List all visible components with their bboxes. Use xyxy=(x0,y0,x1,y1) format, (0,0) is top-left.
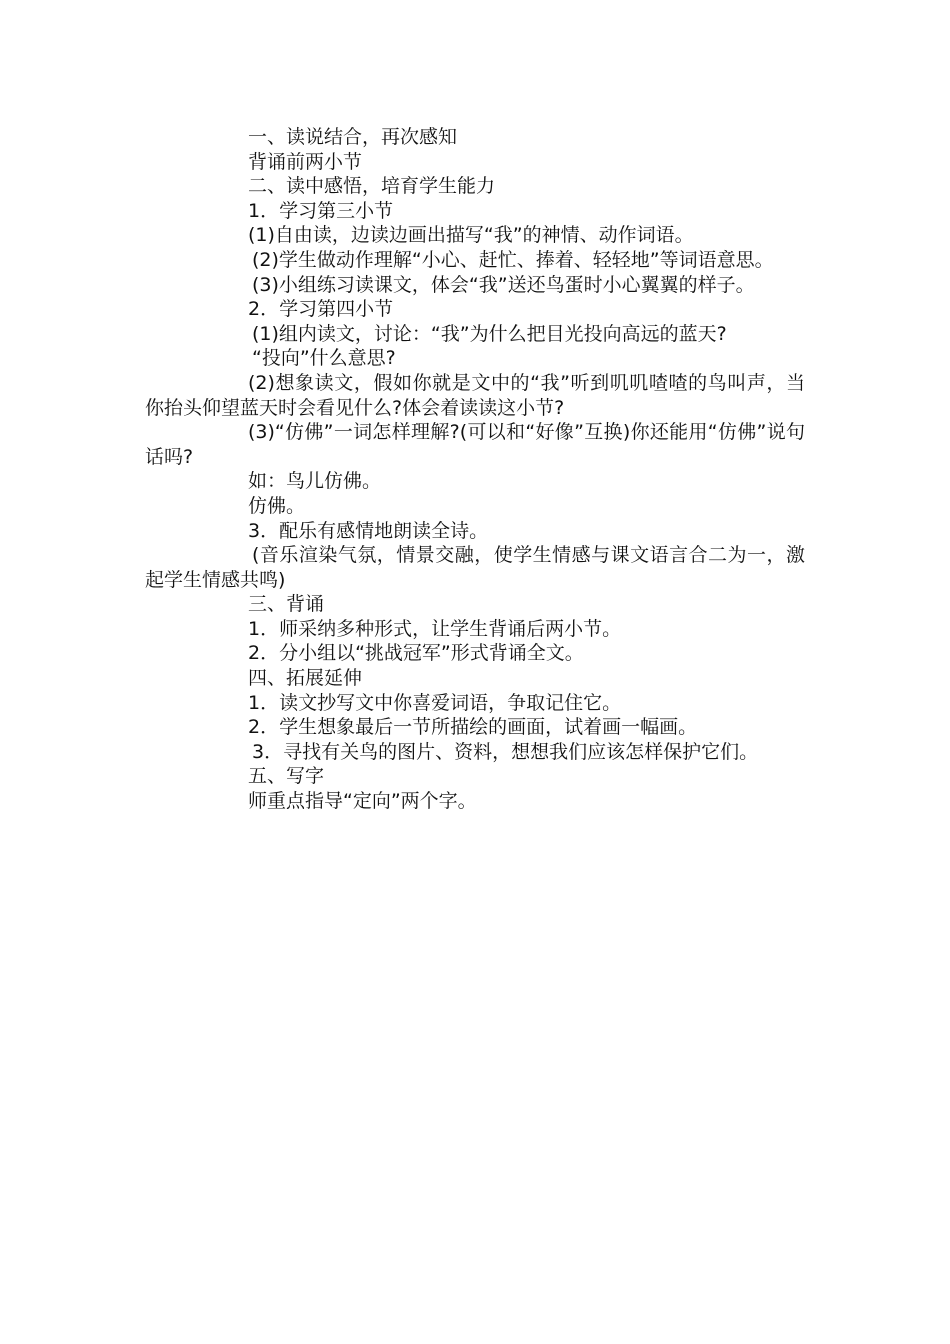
paragraph: “投向”什么意思? xyxy=(252,347,396,370)
paragraph: 仿佛。 xyxy=(248,494,306,517)
section-heading: 二、读中感悟，培育学生能力 xyxy=(248,175,496,198)
paragraph: 2．分小组以“挑战冠军”形式背诵全文。 xyxy=(248,642,584,665)
section-heading: 三、背诵 xyxy=(248,593,325,616)
section-heading: 一、读说结合，再次感知 xyxy=(248,126,458,148)
document-body xyxy=(145,125,805,814)
subsection-heading: 2．学习第四小节 xyxy=(248,298,394,321)
paragraph: 师重点指导“定向”两个字。 xyxy=(248,790,477,813)
paragraph: (音乐渲染气氛，情景交融，使学生情感与课文语言合二为一，激起学生情感共鸣) xyxy=(145,544,805,591)
paragraph: (2)学生做动作理解“小心、赶忙、捧着、轻轻地”等词语意思。 xyxy=(252,248,774,271)
section-heading: 四、拓展延伸 xyxy=(248,667,363,690)
paragraph: 3．寻找有关鸟的图片、资料，想想我们应该怎样保护它们。 xyxy=(252,740,759,763)
paragraph: 2．学生想象最后一节所描绘的画面，试着画一幅画。 xyxy=(248,716,698,739)
paragraph: 背诵前两小节 xyxy=(248,150,363,173)
paragraph: (3)小组练习读课文，体会“我”送还鸟蛋时小心翼翼的样子。 xyxy=(252,273,755,296)
paragraph: (1)组内读文，讨论：“我”为什么把目光投向高远的蓝天? xyxy=(252,322,727,345)
paragraph: (3)“仿佛”一词怎样理解?(可以和“好像”互换)你还能用“仿佛”说句话吗? xyxy=(145,421,805,468)
section-heading: 五、写字 xyxy=(248,765,325,788)
paragraph: (2)想象读文，假如你就是文中的“我”听到叽叽喳喳的鸟叫声，当你抬头仰望蓝天时会看见什么?体会着读读这小节? xyxy=(145,371,805,419)
paragraph: 1．读文抄写文中你喜爱词语，争取记住它。 xyxy=(248,691,622,714)
paragraph: (1)自由读，边读边画出描写“我”的神情、动作词语。 xyxy=(248,224,694,247)
paragraph: 1．师采纳多种形式，让学生背诵后两小节。 xyxy=(248,617,622,640)
paragraph: 如：鸟儿仿佛。 xyxy=(248,470,382,493)
subsection-heading: 3．配乐有感情地朗读全诗。 xyxy=(248,519,489,542)
subsection-heading: 1．学习第三小节 xyxy=(248,199,394,222)
